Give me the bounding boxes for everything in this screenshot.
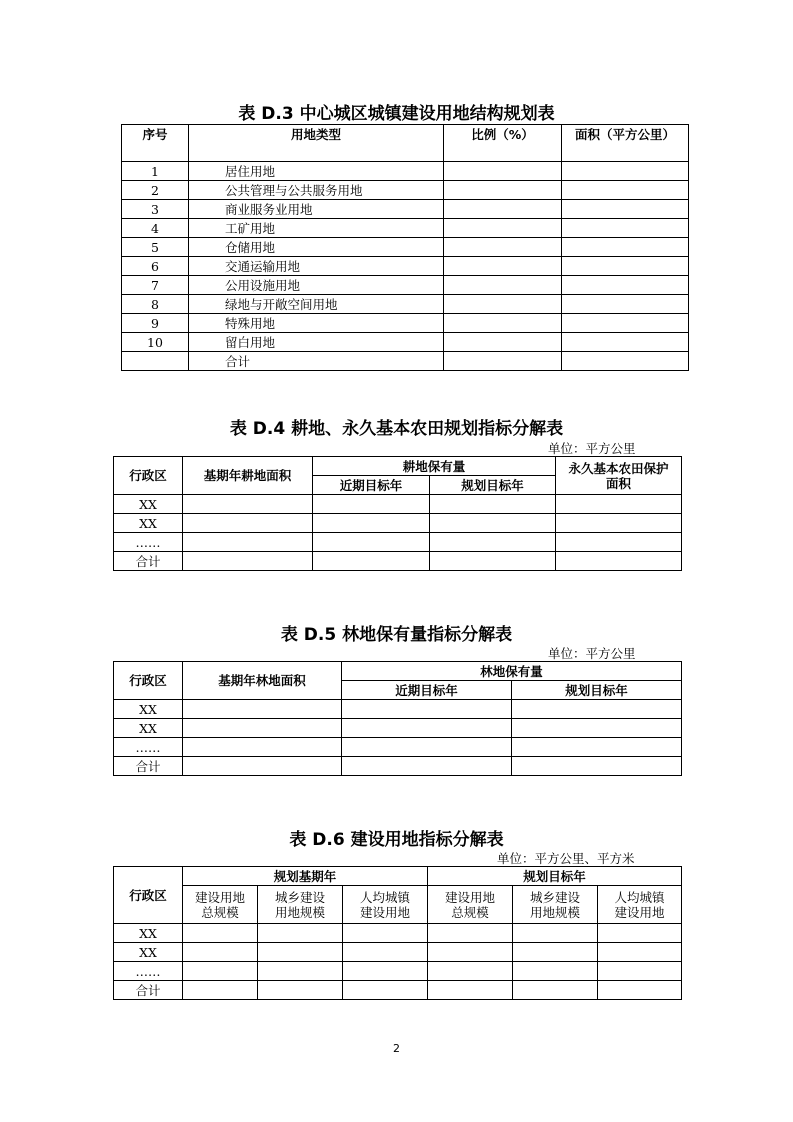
- d6-header-region: 行政区: [114, 867, 183, 924]
- table-row: [122, 219, 689, 238]
- row-no: 9: [122, 314, 189, 333]
- table-row: [114, 981, 682, 1000]
- header-no: 序号: [122, 125, 189, 162]
- row-no: 10: [122, 333, 189, 352]
- table-row: [122, 295, 689, 314]
- empty-cell: [430, 533, 556, 552]
- empty-cell: [183, 738, 342, 757]
- empty-cell: [342, 738, 512, 757]
- empty-cell: [428, 981, 513, 1000]
- empty-cell: [562, 276, 689, 295]
- empty-cell: [556, 514, 682, 533]
- empty-cell: [562, 219, 689, 238]
- empty-cell: [258, 962, 343, 981]
- d6-sub-c2: 城乡建设用地规模: [513, 886, 598, 924]
- empty-cell: [430, 552, 556, 571]
- empty-cell: [313, 495, 430, 514]
- row-land-type: 特殊用地: [189, 314, 444, 333]
- empty-cell: [513, 924, 598, 943]
- empty-cell: [342, 719, 512, 738]
- table-row: [114, 552, 682, 571]
- empty-cell: [562, 162, 689, 181]
- empty-cell: [183, 981, 258, 1000]
- row-land-type: 居住用地: [189, 162, 444, 181]
- empty-cell: [444, 257, 562, 276]
- table-d5: [113, 661, 682, 776]
- table-d5-unit: 单位：平方公里: [548, 646, 636, 661]
- d4-header-region: 行政区: [114, 457, 183, 495]
- row-region: 合计: [114, 757, 183, 776]
- empty-cell: [183, 757, 342, 776]
- table-row: [114, 943, 682, 962]
- empty-cell: [562, 257, 689, 276]
- empty-cell: [562, 314, 689, 333]
- empty-cell: [562, 333, 689, 352]
- d6-header-target-year: 规划目标年: [428, 867, 682, 886]
- table-d6-unit: 单位：平方公里、平方米: [497, 851, 635, 866]
- table-row: [114, 700, 682, 719]
- empty-cell: [428, 943, 513, 962]
- row-region: XX: [114, 924, 183, 943]
- empty-cell: [313, 514, 430, 533]
- empty-cell: [183, 552, 313, 571]
- empty-cell: [512, 700, 682, 719]
- row-no: 6: [122, 257, 189, 276]
- empty-cell: [512, 757, 682, 776]
- row-no: 1: [122, 162, 189, 181]
- table-row: [114, 757, 682, 776]
- header-area: 面积（平方公里）: [562, 125, 689, 162]
- row-no: 4: [122, 219, 189, 238]
- empty-cell: [598, 981, 682, 1000]
- empty-cell: [444, 181, 562, 200]
- table-row: [122, 333, 689, 352]
- row-region: ……: [114, 533, 183, 552]
- row-no: 5: [122, 238, 189, 257]
- table-row: [122, 352, 689, 371]
- empty-cell: [444, 238, 562, 257]
- empty-cell: [313, 552, 430, 571]
- empty-cell: [343, 924, 428, 943]
- table-row: [114, 533, 682, 552]
- row-region: XX: [114, 719, 183, 738]
- empty-cell: [444, 314, 562, 333]
- empty-cell: [428, 924, 513, 943]
- table-row: [114, 962, 682, 981]
- empty-cell: [562, 200, 689, 219]
- empty-cell: [183, 533, 313, 552]
- table-row: [122, 314, 689, 333]
- empty-cell: [444, 162, 562, 181]
- table-row: [122, 276, 689, 295]
- row-no: 8: [122, 295, 189, 314]
- table-d6-title: 表 D.6 建设用地指标分解表: [289, 830, 504, 850]
- row-region: ……: [114, 962, 183, 981]
- row-land-type: 公用设施用地: [189, 276, 444, 295]
- empty-cell: [598, 943, 682, 962]
- empty-cell: [444, 200, 562, 219]
- d5-header-region: 行政区: [114, 662, 183, 700]
- d5-header-group: 林地保有量: [342, 662, 682, 681]
- table-row: [114, 514, 682, 533]
- table-d5-title: 表 D.5 林地保有量指标分解表: [280, 625, 513, 645]
- d4-header-base: 基期年耕地面积: [183, 457, 313, 495]
- table-row: [114, 719, 682, 738]
- empty-cell: [562, 181, 689, 200]
- table-d3: [121, 124, 689, 371]
- empty-cell: [183, 943, 258, 962]
- row-land-type: 仓储用地: [189, 238, 444, 257]
- table-row: [122, 162, 689, 181]
- table-row: [122, 200, 689, 219]
- page-number: 2: [393, 1042, 400, 1055]
- empty-cell: [513, 962, 598, 981]
- empty-cell: [562, 352, 689, 371]
- empty-cell: [343, 962, 428, 981]
- empty-cell: [430, 495, 556, 514]
- table-row: [122, 238, 689, 257]
- empty-cell: [512, 719, 682, 738]
- empty-cell: [556, 552, 682, 571]
- row-region: 合计: [114, 552, 183, 571]
- table-d3-title: 表 D.3 中心城区城镇建设用地结构规划表: [238, 104, 555, 124]
- table-row: [122, 257, 689, 276]
- empty-cell: [183, 962, 258, 981]
- empty-cell: [183, 495, 313, 514]
- table-row: [114, 738, 682, 757]
- empty-cell: [342, 700, 512, 719]
- empty-cell: [444, 295, 562, 314]
- d6-sub-c1: 建设用地总规模: [428, 886, 513, 924]
- table-row: [122, 181, 689, 200]
- row-land-type: 公共管理与公共服务用地: [189, 181, 444, 200]
- empty-cell: [562, 295, 689, 314]
- empty-cell: [444, 276, 562, 295]
- empty-cell: [556, 495, 682, 514]
- empty-cell: [513, 981, 598, 1000]
- table-d4: [113, 456, 682, 571]
- table-row: [114, 495, 682, 514]
- table-d4-unit: 单位：平方公里: [548, 441, 636, 456]
- header-ratio: 比例（%）: [444, 125, 562, 162]
- row-region: XX: [114, 495, 183, 514]
- empty-cell: [258, 943, 343, 962]
- empty-cell: [183, 514, 313, 533]
- row-no: 2: [122, 181, 189, 200]
- empty-cell: [513, 943, 598, 962]
- empty-cell: [444, 333, 562, 352]
- empty-cell: [512, 738, 682, 757]
- table-d6: [113, 866, 682, 1000]
- empty-cell: [444, 219, 562, 238]
- row-land-type: 工矿用地: [189, 219, 444, 238]
- row-region: ……: [114, 738, 183, 757]
- d4-header-near: 近期目标年: [313, 476, 430, 495]
- row-region: XX: [114, 514, 183, 533]
- empty-cell: [183, 924, 258, 943]
- empty-cell: [258, 924, 343, 943]
- d6-sub-c3: 人均城镇建设用地: [343, 886, 428, 924]
- empty-cell: [598, 962, 682, 981]
- table-row: [114, 924, 682, 943]
- d4-header-plan: 规划目标年: [430, 476, 556, 495]
- empty-cell: [258, 981, 343, 1000]
- empty-cell: [343, 943, 428, 962]
- d5-header-base: 基期年林地面积: [183, 662, 342, 700]
- row-region: 合计: [114, 981, 183, 1000]
- empty-cell: [343, 981, 428, 1000]
- row-land-type: 绿地与开敞空间用地: [189, 295, 444, 314]
- d4-header-protect: 永久基本农田保护面积: [556, 457, 682, 495]
- d6-header-base-year: 规划基期年: [183, 867, 428, 886]
- d6-sub-c1: 建设用地总规模: [183, 886, 258, 924]
- empty-cell: [428, 962, 513, 981]
- row-no: 7: [122, 276, 189, 295]
- d6-sub-c2: 城乡建设用地规模: [258, 886, 343, 924]
- empty-cell: [444, 352, 562, 371]
- empty-cell: [430, 514, 556, 533]
- empty-cell: [598, 924, 682, 943]
- empty-cell: [313, 533, 430, 552]
- empty-cell: [562, 238, 689, 257]
- header-land-type: 用地类型: [189, 125, 444, 162]
- empty-cell: [556, 533, 682, 552]
- empty-cell: [342, 757, 512, 776]
- row-land-type: 商业服务业用地: [189, 200, 444, 219]
- empty-cell: [183, 719, 342, 738]
- table-d4-title: 表 D.4 耕地、永久基本农田规划指标分解表: [229, 419, 564, 439]
- row-no: [122, 352, 189, 371]
- d5-header-plan: 规划目标年: [512, 681, 682, 700]
- row-region: XX: [114, 700, 183, 719]
- row-region: XX: [114, 943, 183, 962]
- d4-header-group: 耕地保有量: [313, 457, 556, 476]
- row-land-type: 交通运输用地: [189, 257, 444, 276]
- empty-cell: [183, 700, 342, 719]
- d5-header-near: 近期目标年: [342, 681, 512, 700]
- row-no: 3: [122, 200, 189, 219]
- d6-sub-c3: 人均城镇建设用地: [598, 886, 682, 924]
- row-land-type: 合计: [189, 352, 444, 371]
- row-land-type: 留白用地: [189, 333, 444, 352]
